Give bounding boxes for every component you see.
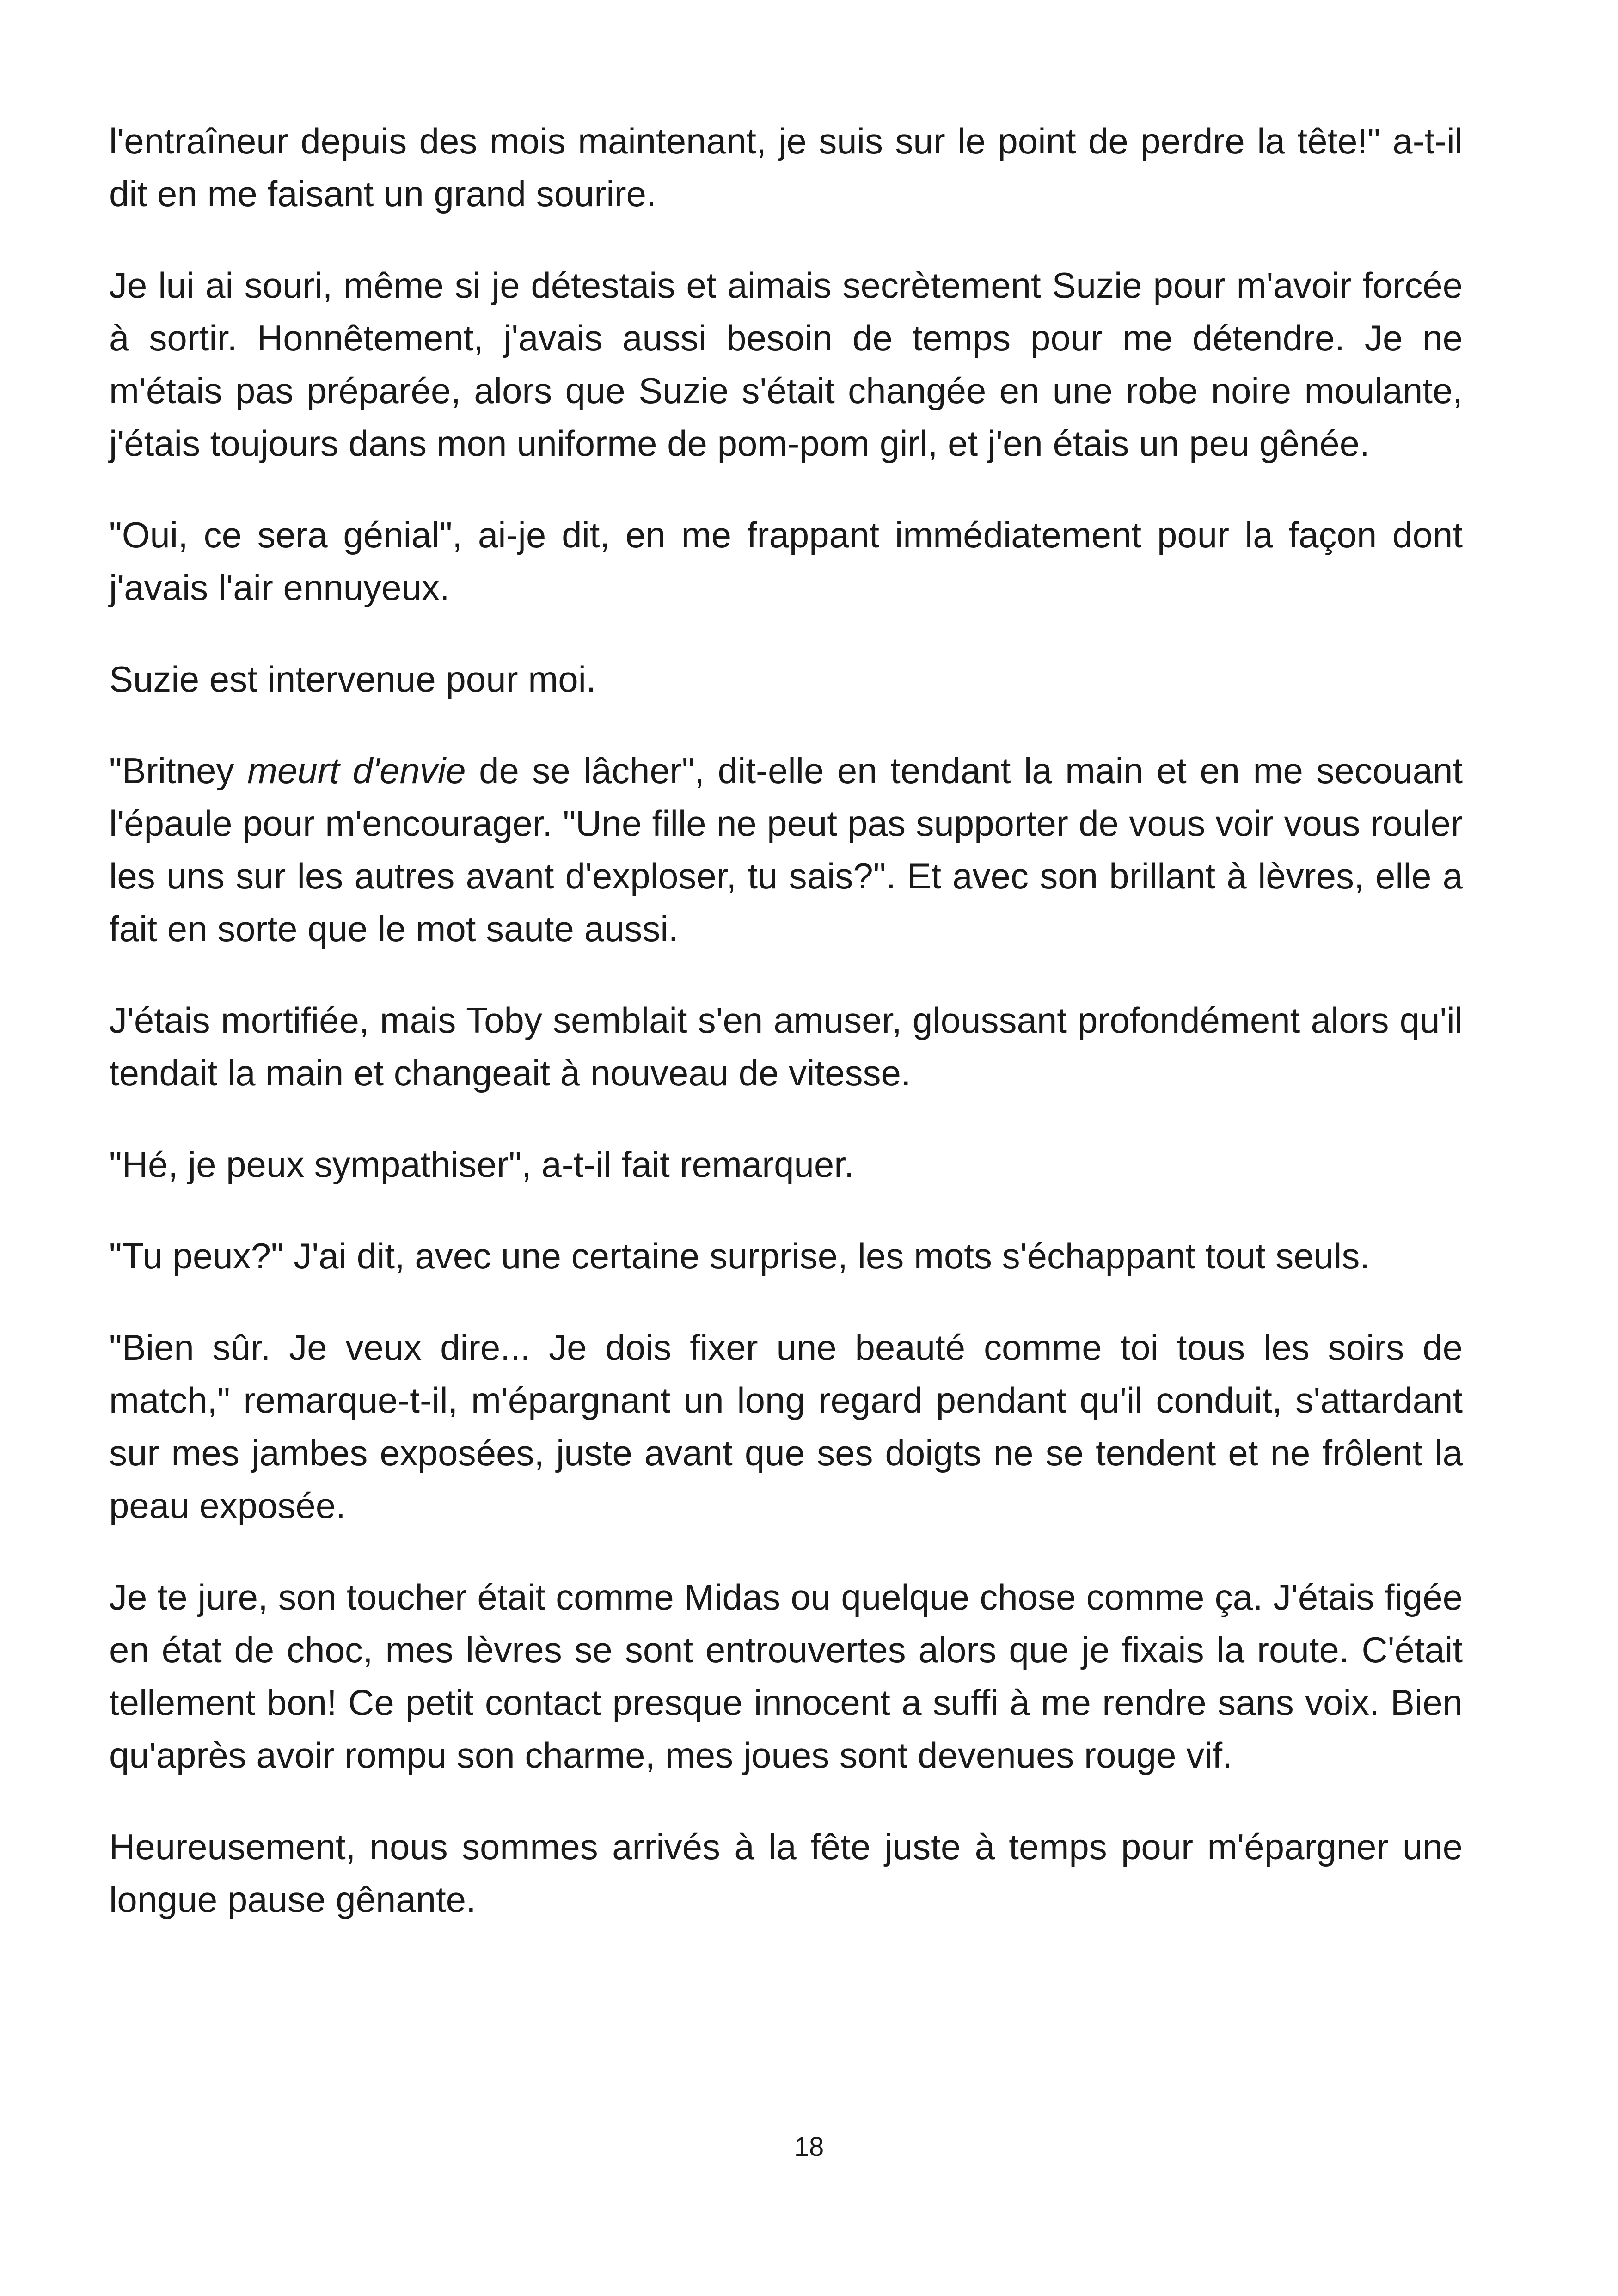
paragraph-11: Heureusement, nous sommes arrivés à la fête juste à temps pour m'épargner une longue pause gênante. — [109, 1826, 1463, 1920]
paragraph-3: "Oui, ce sera génial", ai-je dit, en me frappant immédiatement pour la façon dont j'avais l'air ennuyeux. — [109, 514, 1463, 608]
paragraph-5-end: de se lâcher", dit-elle en tendant la main et en me secouant l'épaule pour m'encourager. "Une fille ne peut pas supporter de vous voir vous rouler les uns sur les autres avant d'exploser, tu sais?". Et avec son brillant à lèvres, elle a fait en sorte que le mot saute aussi. — [109, 750, 1463, 949]
paragraph-6: J'étais mortifiée, mais Toby semblait s'en amuser, gloussant profondément alors qu'il tendait la main et changeait à nouveau de vitesse. — [109, 1000, 1463, 1093]
paragraph-5 — [109, 744, 1463, 955]
paragraph-5-emphasis: meurt d'envie — [247, 750, 466, 791]
paragraph-10: Je te jure, son toucher était comme Midas ou quelque chose comme ça. J'étais figée en état de choc, mes lèvres se sont entrouvertes alors que je fixais la route. C'était tellement bon! Ce petit contact presque innocent a suffi à me rendre sans voix. Bien qu'après avoir rompu son charme, mes joues sont devenues rouge vif. — [109, 1577, 1463, 1776]
paragraph-4: Suzie est intervenue pour moi. — [109, 659, 596, 699]
paragraph-2: Je lui ai souri, même si je détestais et aimais secrètement Suzie pour m'avoir forcée à sortir. Honnêtement, j'avais aussi besoin de temps pour me détendre. Je ne m'étais pas préparée, alors que Suzie s'était changée en une robe noire moulante, j'étais toujours dans mon uniforme de pom-pom girl, et j'en étais un peu gênée. — [109, 265, 1463, 464]
paragraph-8: "Tu peux?" J'ai dit, avec une certaine surprise, les mots s'échappant tout seuls. — [109, 1236, 1370, 1276]
paragraph-9: "Bien sûr. Je veux dire... Je dois fixer une beauté comme toi tous les soirs de match," remarque-t-il, m'épargnant un long regard pendant qu'il conduit, s'attardant sur mes jambes exposées, juste avant que ses doigts ne se tendent et ne frôlent la peau exposée. — [109, 1327, 1463, 1526]
paragraph-7: "Hé, je peux sympathiser", a-t-il fait remarquer. — [109, 1144, 854, 1185]
paragraph-1: l'entraîneur depuis des mois maintenant, je suis sur le point de perdre la tête!" a-t-il dit en me faisant un grand sourire. — [109, 121, 1463, 214]
body-text — [109, 115, 1463, 1965]
page-number: 18 — [794, 2132, 824, 2162]
paragraph-5-start: "Britney — [109, 750, 247, 791]
